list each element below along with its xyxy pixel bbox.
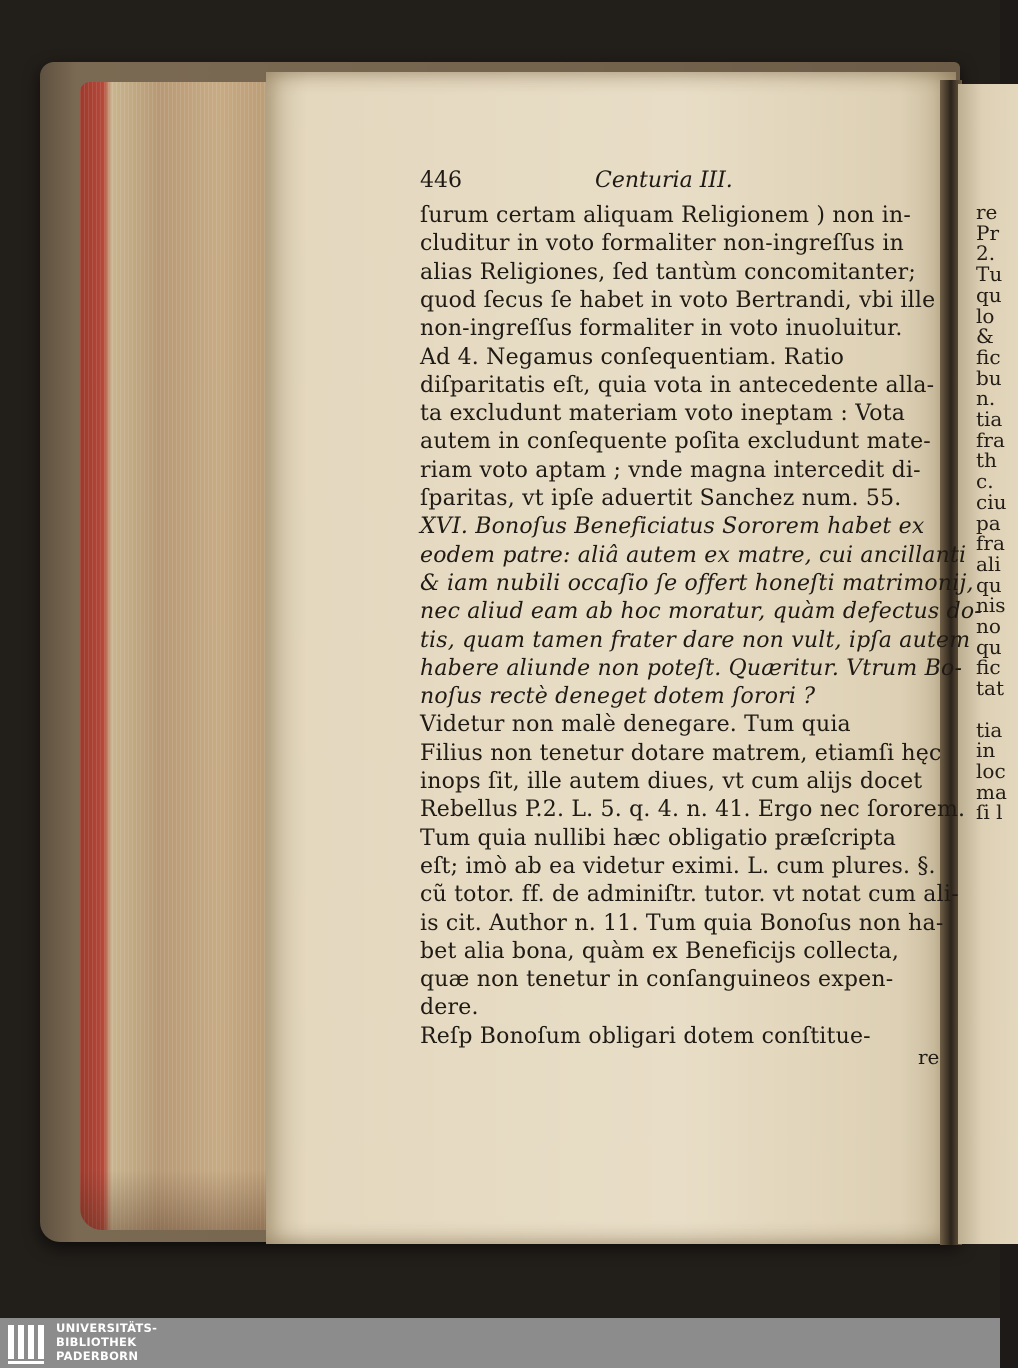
- facing-text-fragment: re: [976, 200, 998, 224]
- facing-text-fragment: ma: [976, 779, 1007, 804]
- library-name-line-1: UNIVERSITÄTS-: [56, 1321, 158, 1335]
- facing-text-fragment: &: [976, 324, 994, 349]
- text-line: non-ingreſſus formaliter in voto inuoluitur.: [420, 316, 903, 342]
- facing-text-fragment: c.: [976, 469, 994, 494]
- text-line: nec aliud eam ab hoc moratur, quàm defectus do-: [420, 599, 982, 625]
- text-line: XVI. Bonoſus Beneficiatus Sororem habet ex: [420, 514, 925, 540]
- facing-text-fragment: qu: [976, 634, 1002, 659]
- text-line: is cit. Author n. 11. Tum quia Bonoſus non ha-: [420, 910, 944, 936]
- text-line: Reſp Bonoſum obligari dotem conſtitue-: [420, 1023, 871, 1049]
- text-line: ſurum certam aliquam Religionem ) non in-: [420, 203, 911, 228]
- facing-text-fragment: Tu: [976, 262, 1003, 287]
- facing-text-fragment: pa: [976, 510, 1001, 535]
- facing-text-fragment: ſi l: [976, 800, 1003, 825]
- facing-text-fragment: tat: [976, 676, 1004, 701]
- text-line: eſt; imò ab ea videtur eximi. L. cum plures. §.: [420, 853, 936, 879]
- text-line: dere.: [420, 995, 479, 1021]
- text-line: ſparitas, vt ipſe aduertit Sanchez num. 55.: [420, 486, 902, 511]
- running-head: Centuria III.: [595, 168, 733, 193]
- text-line: Videtur non malè denegare. Tum quia: [420, 712, 851, 738]
- facing-text-fragment: no: [976, 614, 1001, 638]
- text-line: bet alia bona, quàm ex Beneficijs collecta,: [420, 938, 900, 964]
- facing-text-fragment: fra: [976, 427, 1005, 452]
- facing-text-fragment: th: [976, 448, 997, 473]
- text-line: Filius non tenetur dotare matrem, etiamſi hęc: [420, 740, 942, 766]
- facing-text-fragment: fic: [976, 655, 1001, 680]
- text-line: ta excludunt materiam voto ineptam : Vota: [420, 401, 906, 427]
- page-number: 446: [420, 168, 462, 193]
- library-logo-icon: [6, 1321, 50, 1365]
- text-line: inops ſit, ille autem diues, vt cum alijs docet: [420, 769, 923, 794]
- facing-text-fragment: Pr: [976, 220, 1000, 245]
- facing-text-fragment: n.: [976, 386, 996, 411]
- facing-text-fragment: qu: [976, 282, 1002, 307]
- text-line: Rebellus P.2. L. 5. q. 4. n. 41. Ergo nec ſororem.: [420, 797, 966, 823]
- library-name: [56, 1321, 157, 1363]
- facing-text-fragment: in: [976, 738, 996, 763]
- facing-text-fragment: nis: [976, 593, 1006, 618]
- facing-text-fragment: lo: [976, 303, 995, 328]
- facing-text-fragment: qu: [976, 572, 1002, 597]
- facing-text-fragment: ciu: [976, 489, 1007, 514]
- facing-text-fragment: fic: [976, 344, 1001, 369]
- text-line: tis, quam tamen frater dare non vult, ipſa autem: [420, 627, 971, 653]
- text-line: Tum quia nullibi hæc obligatio præſcripta: [420, 825, 897, 851]
- text-line: & iam nubili occaſio ſe offert honeſti matrimonij,: [420, 570, 974, 596]
- library-footer: [0, 1318, 1000, 1368]
- text-line: diſparitatis eſt, quia vota in antecedente alla-: [420, 372, 935, 398]
- text-line: noſus rectè deneget dotem ſorori ?: [420, 684, 816, 710]
- facing-text-fragment: tia: [976, 717, 1003, 742]
- catchword: re: [918, 1045, 940, 1069]
- facing-text-fragment: loc: [976, 758, 1006, 783]
- facing-text-fragment: bu: [976, 365, 1002, 390]
- library-name-line-3: PADERBORN: [56, 1349, 139, 1363]
- facing-text-fragment: 2.: [976, 241, 996, 266]
- facing-text-fragment: ali: [976, 551, 1001, 576]
- text-line: quæ non tenetur in conſanguineos expen-: [420, 967, 894, 993]
- text-line: eodem patre: aliâ autem ex matre, cui ancillanti: [420, 542, 967, 568]
- text-line: habere aliunde non poteſt. Quæritur. Vtrum Bo-: [420, 655, 963, 681]
- text-line: Ad 4. Negamus conſequentiam. Ratio: [420, 344, 845, 370]
- text-line: cũ totor. ff. de adminiſtr. tutor. vt notat cum ali-: [420, 882, 959, 908]
- text-line: quod ſecus ſe habet in voto Bertrandi, vbi ille: [420, 287, 936, 313]
- text-line: autem in conſequente poſita excludunt mate-: [420, 429, 931, 455]
- facing-text-fragment: fra: [976, 531, 1005, 556]
- page-edges: [80, 82, 276, 1230]
- text-line: alias Religiones, ſed tantùm concomitanter;: [420, 259, 917, 285]
- facing-text-fragment: tia: [976, 407, 1003, 431]
- text-line: cluditur in voto formaliter non-ingreſſus in: [420, 231, 905, 257]
- text-line: riam voto aptam ; vnde magna intercedit di-: [420, 457, 921, 483]
- library-name-line-2: BIBLIOTHEK: [56, 1335, 137, 1349]
